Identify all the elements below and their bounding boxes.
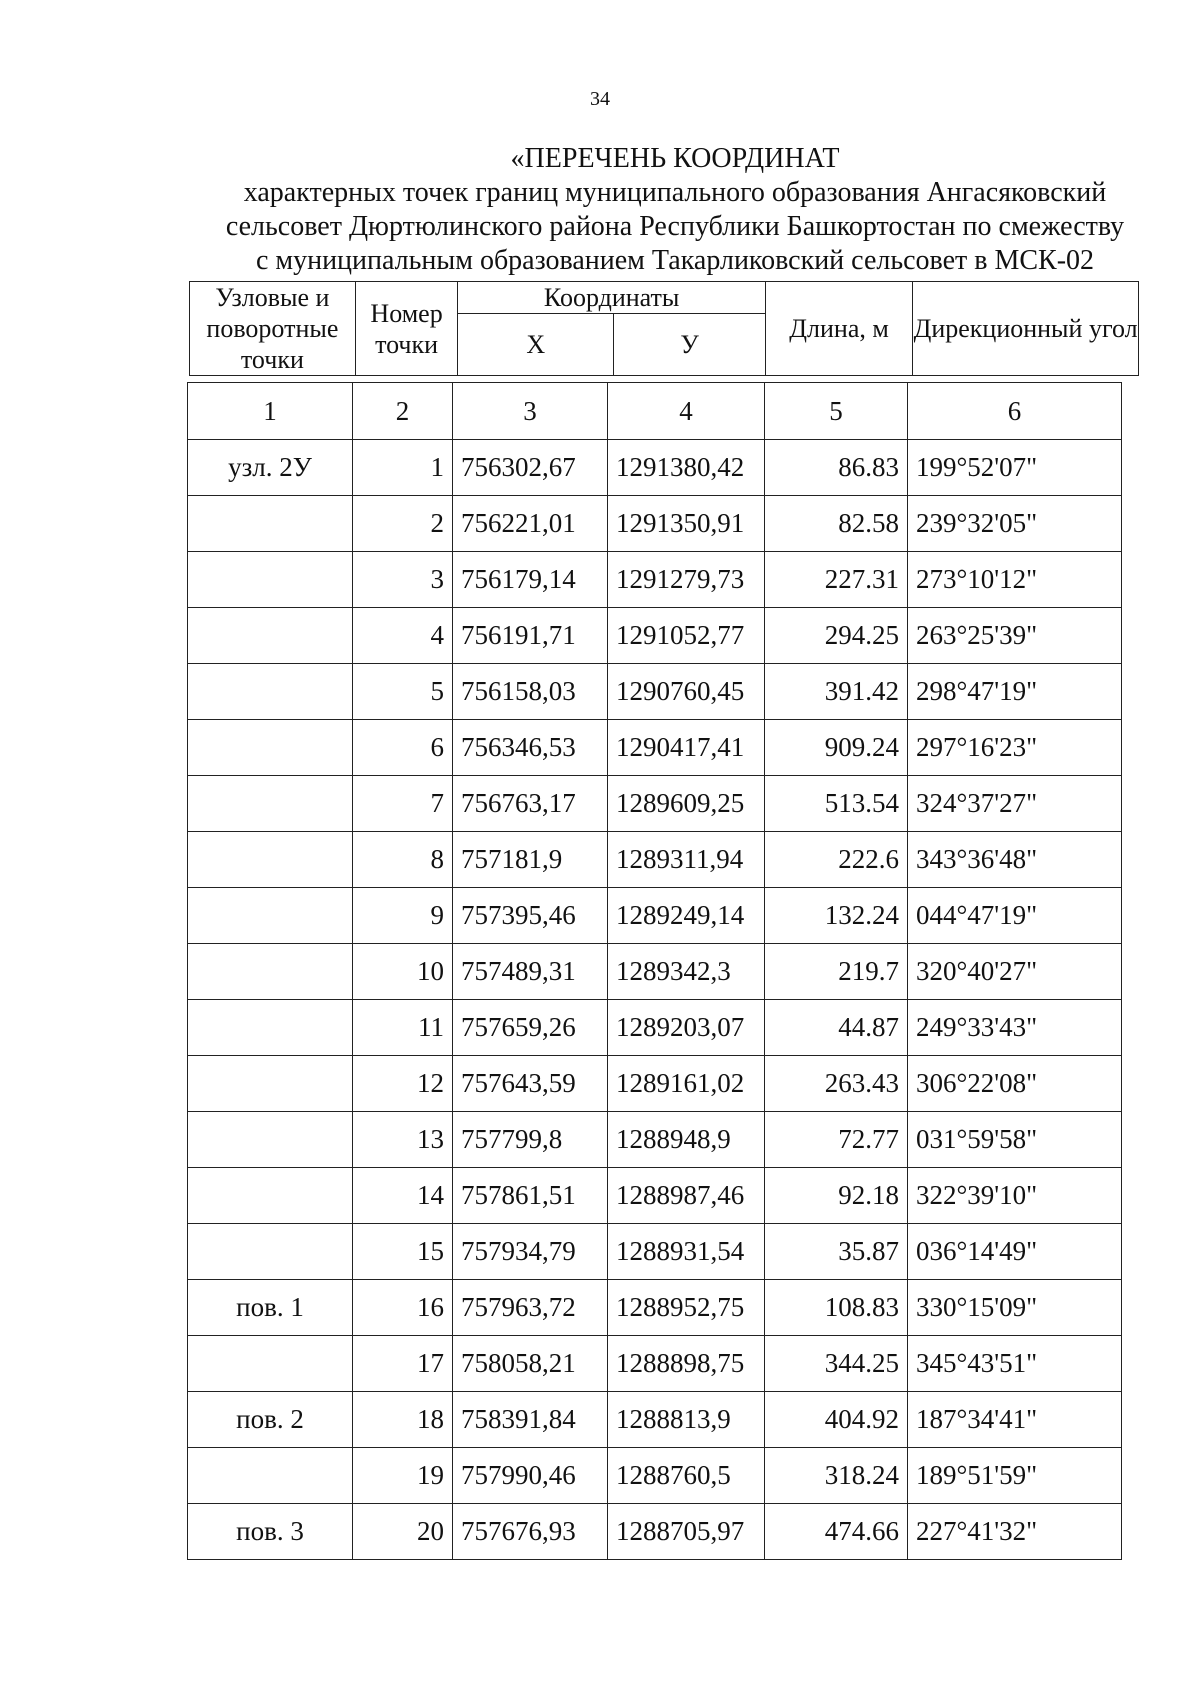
point-number-cell: 12 <box>353 1056 453 1112</box>
table-row <box>188 1448 1122 1504</box>
title-line: «ПЕРЕЧЕНЬ КООРДИНАТ <box>510 143 840 174</box>
x-coordinate-cell: 756346,53 <box>453 720 608 776</box>
y-coordinate-cell: 1291350,91 <box>608 496 765 552</box>
y-coordinate-cell: 1289161,02 <box>608 1056 765 1112</box>
y-coordinate-cell: 1289203,07 <box>608 1000 765 1056</box>
y-coordinate-cell: 1291279,73 <box>608 552 765 608</box>
column-number: 3 <box>453 383 608 440</box>
column-number-row <box>188 383 1122 440</box>
column-number: 5 <box>765 383 908 440</box>
node-cell <box>188 1448 353 1504</box>
table-row <box>188 832 1122 888</box>
x-coordinate-cell: 757934,79 <box>453 1224 608 1280</box>
node-cell <box>188 664 353 720</box>
table-row <box>188 1336 1122 1392</box>
point-number-cell: 17 <box>353 1336 453 1392</box>
header-coordinates: Координаты <box>458 282 766 314</box>
x-coordinate-cell: 756158,03 <box>453 664 608 720</box>
length-cell: 474.66 <box>765 1504 908 1560</box>
direction-angle-cell: 239°32'05" <box>908 496 1122 552</box>
table-row <box>188 664 1122 720</box>
table-row <box>188 1224 1122 1280</box>
x-coordinate-cell: 757181,9 <box>453 832 608 888</box>
direction-angle-cell: 330°15'09" <box>908 1280 1122 1336</box>
point-number-cell: 6 <box>353 720 453 776</box>
length-cell: 82.58 <box>765 496 908 552</box>
length-cell: 86.83 <box>765 440 908 496</box>
node-cell <box>188 1224 353 1280</box>
table-row <box>188 608 1122 664</box>
title-line: характерных точек границ муниципального образования Ангасяковский <box>243 177 1107 208</box>
point-number-cell: 7 <box>353 776 453 832</box>
length-cell: 222.6 <box>765 832 908 888</box>
length-cell: 92.18 <box>765 1168 908 1224</box>
node-cell <box>188 608 353 664</box>
table-row <box>188 1056 1122 1112</box>
direction-angle-cell: 036°14'49" <box>908 1224 1122 1280</box>
column-number: 2 <box>353 383 453 440</box>
length-cell: 294.25 <box>765 608 908 664</box>
y-coordinate-cell: 1288952,75 <box>608 1280 765 1336</box>
node-cell: пов. 1 <box>188 1280 353 1336</box>
length-cell: 44.87 <box>765 1000 908 1056</box>
node-cell <box>188 1168 353 1224</box>
length-cell: 132.24 <box>765 888 908 944</box>
y-coordinate-cell: 1288987,46 <box>608 1168 765 1224</box>
x-coordinate-cell: 757395,46 <box>453 888 608 944</box>
direction-angle-cell: 298°47'19" <box>908 664 1122 720</box>
y-coordinate-cell: 1291052,77 <box>608 608 765 664</box>
title-line: с муниципальным образованием Такарликовский сельсовет в МСК-02 <box>255 245 1095 276</box>
point-number-cell: 4 <box>353 608 453 664</box>
node-cell <box>188 888 353 944</box>
coordinates-table <box>187 382 1122 1560</box>
node-cell <box>188 1336 353 1392</box>
column-number: 1 <box>188 383 353 440</box>
point-number-cell: 20 <box>353 1504 453 1560</box>
x-coordinate-cell: 757861,51 <box>453 1168 608 1224</box>
point-number-cell: 16 <box>353 1280 453 1336</box>
point-number-cell: 9 <box>353 888 453 944</box>
table-row <box>188 1112 1122 1168</box>
table-row <box>188 1392 1122 1448</box>
point-number-cell: 18 <box>353 1392 453 1448</box>
x-coordinate-cell: 758058,21 <box>453 1336 608 1392</box>
length-cell: 344.25 <box>765 1336 908 1392</box>
x-coordinate-cell: 757799,8 <box>453 1112 608 1168</box>
table-row <box>188 720 1122 776</box>
table-header <box>189 281 1139 376</box>
x-coordinate-cell: 756302,67 <box>453 440 608 496</box>
length-cell: 227.31 <box>765 552 908 608</box>
table-row <box>188 496 1122 552</box>
y-coordinate-cell: 1288705,97 <box>608 1504 765 1560</box>
direction-angle-cell: 263°25'39" <box>908 608 1122 664</box>
direction-angle-cell: 199°52'07" <box>908 440 1122 496</box>
direction-angle-cell: 031°59'58" <box>908 1112 1122 1168</box>
table-row <box>188 1168 1122 1224</box>
direction-angle-cell: 297°16'23" <box>908 720 1122 776</box>
length-cell: 35.87 <box>765 1224 908 1280</box>
table-row <box>188 944 1122 1000</box>
length-cell: 263.43 <box>765 1056 908 1112</box>
header-y: У <box>614 314 766 376</box>
header-length: Длина, м <box>765 282 912 376</box>
header-point-number: Номер точки <box>355 282 458 376</box>
point-number-cell: 13 <box>353 1112 453 1168</box>
x-coordinate-cell: 757489,31 <box>453 944 608 1000</box>
node-cell: пов. 2 <box>188 1392 353 1448</box>
y-coordinate-cell: 1289342,3 <box>608 944 765 1000</box>
node-cell <box>188 1112 353 1168</box>
column-number: 6 <box>908 383 1122 440</box>
direction-angle-cell: 189°51'59" <box>908 1448 1122 1504</box>
direction-angle-cell: 324°37'27" <box>908 776 1122 832</box>
document-title <box>180 142 1170 278</box>
y-coordinate-cell: 1289249,14 <box>608 888 765 944</box>
direction-angle-cell: 044°47'19" <box>908 888 1122 944</box>
node-cell <box>188 496 353 552</box>
length-cell: 909.24 <box>765 720 908 776</box>
point-number-cell: 2 <box>353 496 453 552</box>
y-coordinate-cell: 1288948,9 <box>608 1112 765 1168</box>
point-number-cell: 3 <box>353 552 453 608</box>
direction-angle-cell: 249°33'43" <box>908 1000 1122 1056</box>
node-cell: узл. 2У <box>188 440 353 496</box>
table-row <box>188 552 1122 608</box>
point-number-cell: 5 <box>353 664 453 720</box>
x-coordinate-cell: 758391,84 <box>453 1392 608 1448</box>
length-cell: 318.24 <box>765 1448 908 1504</box>
page-number: 34 <box>590 88 610 110</box>
x-coordinate-cell: 756191,71 <box>453 608 608 664</box>
node-cell <box>188 1000 353 1056</box>
table-row <box>188 776 1122 832</box>
direction-angle-cell: 322°39'10" <box>908 1168 1122 1224</box>
x-coordinate-cell: 756179,14 <box>453 552 608 608</box>
x-coordinate-cell: 757643,59 <box>453 1056 608 1112</box>
table-row <box>188 888 1122 944</box>
y-coordinate-cell: 1289311,94 <box>608 832 765 888</box>
length-cell: 72.77 <box>765 1112 908 1168</box>
y-coordinate-cell: 1288898,75 <box>608 1336 765 1392</box>
length-cell: 404.92 <box>765 1392 908 1448</box>
direction-angle-cell: 227°41'32" <box>908 1504 1122 1560</box>
direction-angle-cell: 273°10'12" <box>908 552 1122 608</box>
y-coordinate-cell: 1288813,9 <box>608 1392 765 1448</box>
title-line: сельсовет Дюртюлинского района Республики Башкортостан по смежеству <box>225 211 1125 242</box>
header-direction-angle: Дирекционный угол <box>913 282 1139 376</box>
x-coordinate-cell: 757963,72 <box>453 1280 608 1336</box>
y-coordinate-cell: 1291380,42 <box>608 440 765 496</box>
header-node-points: Узловые и поворотные точки <box>190 282 356 376</box>
y-coordinate-cell: 1289609,25 <box>608 776 765 832</box>
point-number-cell: 10 <box>353 944 453 1000</box>
column-number: 4 <box>608 383 765 440</box>
x-coordinate-cell: 756763,17 <box>453 776 608 832</box>
direction-angle-cell: 343°36'48" <box>908 832 1122 888</box>
y-coordinate-cell: 1290760,45 <box>608 664 765 720</box>
length-cell: 513.54 <box>765 776 908 832</box>
node-cell <box>188 720 353 776</box>
point-number-cell: 8 <box>353 832 453 888</box>
table-row <box>188 440 1122 496</box>
node-cell <box>188 552 353 608</box>
y-coordinate-cell: 1288931,54 <box>608 1224 765 1280</box>
node-cell: пов. 3 <box>188 1504 353 1560</box>
point-number-cell: 1 <box>353 440 453 496</box>
length-cell: 108.83 <box>765 1280 908 1336</box>
direction-angle-cell: 345°43'51" <box>908 1336 1122 1392</box>
x-coordinate-cell: 756221,01 <box>453 496 608 552</box>
node-cell <box>188 832 353 888</box>
table-row <box>188 1000 1122 1056</box>
y-coordinate-cell: 1288760,5 <box>608 1448 765 1504</box>
length-cell: 219.7 <box>765 944 908 1000</box>
node-cell <box>188 1056 353 1112</box>
point-number-cell: 15 <box>353 1224 453 1280</box>
direction-angle-cell: 306°22'08" <box>908 1056 1122 1112</box>
point-number-cell: 14 <box>353 1168 453 1224</box>
x-coordinate-cell: 757676,93 <box>453 1504 608 1560</box>
header-x: X <box>458 314 614 376</box>
point-number-cell: 19 <box>353 1448 453 1504</box>
length-cell: 391.42 <box>765 664 908 720</box>
y-coordinate-cell: 1290417,41 <box>608 720 765 776</box>
direction-angle-cell: 320°40'27" <box>908 944 1122 1000</box>
point-number-cell: 11 <box>353 1000 453 1056</box>
direction-angle-cell: 187°34'41" <box>908 1392 1122 1448</box>
node-cell <box>188 776 353 832</box>
table-row <box>188 1280 1122 1336</box>
x-coordinate-cell: 757990,46 <box>453 1448 608 1504</box>
table-row <box>188 1504 1122 1560</box>
x-coordinate-cell: 757659,26 <box>453 1000 608 1056</box>
node-cell <box>188 944 353 1000</box>
